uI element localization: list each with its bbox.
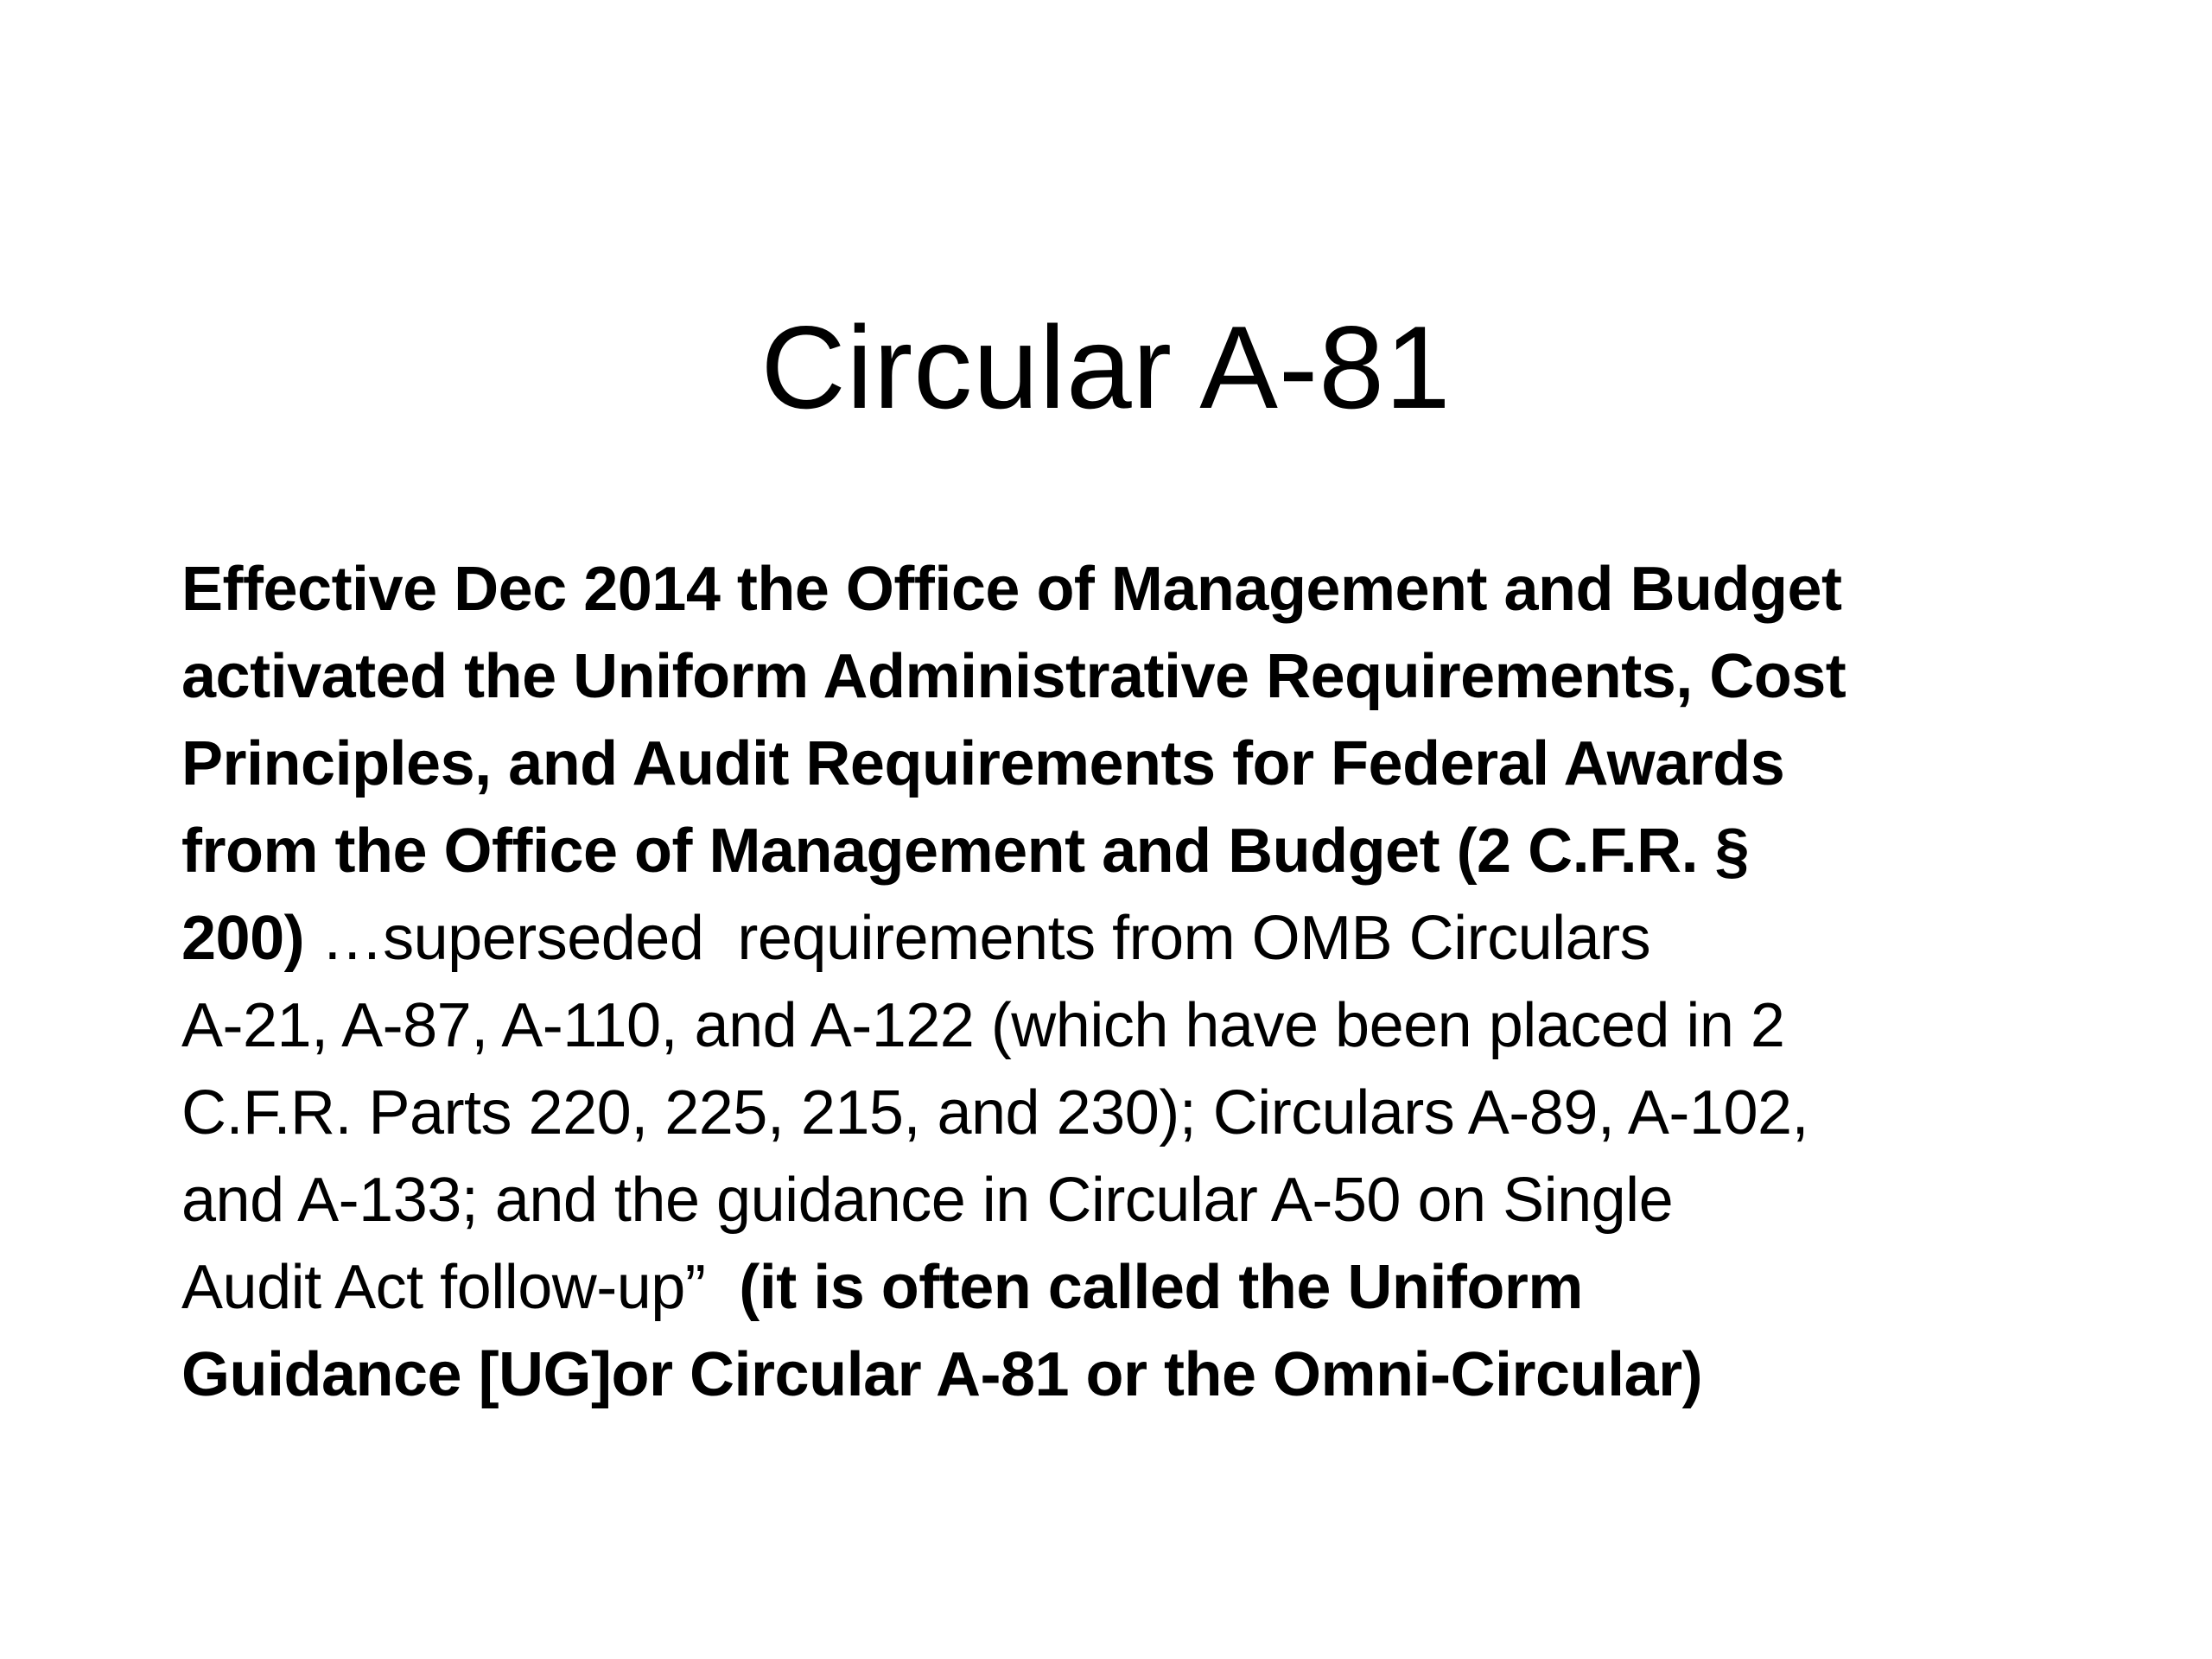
body-line	[181, 1157, 2117, 1244]
bold-text: 200)	[181, 904, 305, 973]
body-line	[181, 1332, 2117, 1419]
body-line	[181, 808, 2117, 895]
bold-text: Effective Dec 2014 the Office of Management and Budget	[181, 555, 1842, 624]
bold-text: activated the Uniform Administrative Requirements, Cost	[181, 642, 1847, 711]
regular-text: C.F.R. Parts 220, 225, 215, and 230); Circulars A-89, A-102,	[181, 1078, 1809, 1147]
body-line	[181, 982, 2117, 1070]
bold-text: Principles, and Audit Requirements for Federal Awards	[181, 729, 1785, 798]
slide-title: Circular A-81	[760, 302, 1452, 433]
body-line	[181, 546, 2117, 633]
bold-text: (it is often called the Uniform	[739, 1253, 1583, 1322]
slide-body-text	[181, 546, 2117, 1419]
regular-text: A-21, A-87, A-110, and A-122 (which have been placed in 2	[181, 991, 1785, 1060]
body-line	[181, 721, 2117, 808]
body-line	[181, 895, 2117, 982]
regular-text: …superseded requirements from OMB Circulars	[304, 904, 1651, 973]
bold-text: Guidance [UG]or Circular A-81 or the Omni-Circular)	[181, 1340, 1703, 1409]
bold-text: from the Office of Management and Budget (2 C.F.R. §	[181, 817, 1750, 886]
body-line	[181, 1244, 2117, 1332]
body-line	[181, 1070, 2117, 1157]
regular-text: Audit Act follow-up”	[181, 1253, 740, 1322]
body-line	[181, 633, 2117, 721]
regular-text: and A-133; and the guidance in Circular A-50 on Single	[181, 1166, 1674, 1235]
